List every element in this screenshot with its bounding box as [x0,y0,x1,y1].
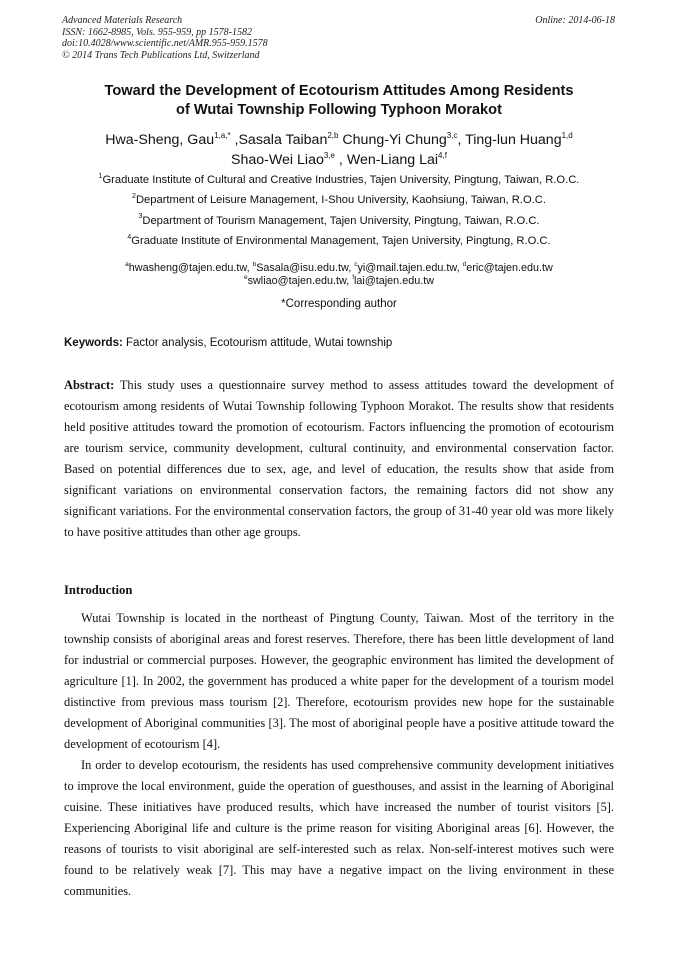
author-name: Hwa-Sheng, Gau [105,132,215,148]
doi-line: doi:10.4028/www.scientific.net/AMR.955-959.1578 [62,38,268,49]
paper-title [40,82,638,120]
affiliation-number: 2 [132,193,136,201]
email-mark: c [354,260,358,268]
affiliation-1 [30,172,648,192]
keywords-label: Keywords: [64,337,123,349]
author-name: Sasala Taiban [238,132,328,148]
copyright-line: © 2014 Trans Tech Publications Ltd, Switzerland [62,49,260,61]
abstract-text: This study uses a questionnaire survey method to assess attitudes toward the development of ecotourism among residents of Wutai Township following Typhoon Morakot. The results show that residents held positive attitudes toward the promotion of ecotourism. Factors influencing the promotion of ecotourism are tourism service, community development, cultural continuity, and environmental conservation factor. Based on potential differences due to sex, age, and level of education, the results show that aside from significant variations on environmental conservation factors, the remaining factors did not show any significant variations. For the environmental conservation factors, the group of 31-40 year old was more likely to have positive attitudes than other age groups. [64,378,614,539]
author-separator: , [457,132,466,148]
introduction-body [64,608,614,902]
email-address[interactable]: Sasala@isu.edu.tw, [256,262,355,274]
email-mark: b [252,260,257,268]
corresponding-author-note: *Corresponding author [281,298,397,310]
affiliation-list [30,172,648,253]
email-address[interactable]: eric@tajen.edu.tw [466,262,553,274]
affiliation-text: Graduate Institute of Cultural and Creative Industries, Tajen University, Pingtung, Taiwan, R.O.C. [102,174,580,186]
email-line-2 [30,275,648,288]
author-list [30,130,648,170]
affiliation-4 [30,233,648,253]
keywords-line [64,336,392,350]
email-list [30,262,648,288]
affiliation-text: Department of Leisure Management, I-Shou University, Kaohsiung, Taiwan, R.O.C. [135,194,546,207]
email-mark: d [462,260,467,268]
author-line-2 [30,150,648,170]
keywords-text: Factor analysis, Ecotourism attitude, Wutai township [122,337,393,349]
abstract-paragraph [64,375,614,543]
author-affiliation-mark: 2,b [327,130,339,140]
author-affiliation-mark: 3,e [323,150,335,160]
email-address[interactable]: yi@mail.tajen.edu.tw, [357,262,463,274]
email-mark: e [243,273,248,281]
email-address[interactable]: swliao@tajen.edu.tw, [247,275,353,287]
section-heading-introduction: Introduction [64,583,133,597]
introduction-paragraph: In order to develop ecotourism, the residents has used comprehensive community development initiatives to improve the local environment, guide the operation of guesthouses, and assist in the learning of Aboriginal cuisine. These initiatives have produced results, which have increased the number of tourist visitors [5]. Experiencing Aboriginal life and culture is the prime reason for visiting Aboriginal areas [6]. However, the reasons of tourists to visit aboriginal are self-interested such as relax. Non-self-interest motives such were found to be relatively weak [7]. This may have a negative impact on the living environment in these communities. [64,758,614,898]
author-name: Ting-lun Huang [465,132,562,148]
author-line-1 [30,130,648,150]
affiliation-number: 1 [98,172,103,180]
author-affiliation-mark: 1,d [561,130,573,140]
title-line-2: of Wutai Township Following Typhoon Morakot [176,102,502,118]
author-name: Chung-Yi Chung [342,132,447,148]
affiliation-2 [30,192,648,212]
author-affiliation-mark: 3,c [446,130,458,140]
email-address[interactable]: lai@tajen.edu.tw [354,275,435,287]
affiliation-number: 3 [138,213,143,221]
introduction-paragraph: Wutai Township is located in the northeast of Pingtung County, Taiwan. Most of the territory in the township consists of aboriginal areas and forest reserves. Therefore, there has been little development of land for industrial or commercial purposes. However, the geographic environment has limited the development of agriculture [1]. In 2002, the government has produced a white paper for the development of a tourism model distinctive from previous mass tourism [2]. Therefore, ecotourism provides new hope for the sustainable development of Aboriginal communities [3]. The most of aboriginal people have a positive attitude toward the development of ecotourism [4]. [64,611,614,751]
title-line-1: Toward the Development of Ecotourism Attitudes Among Residents [104,83,574,99]
abstract-label: Abstract: [64,378,115,392]
author-name: Shao-Wei Liao [231,152,324,168]
email-line-1 [30,262,648,275]
author-name: Wen-Liang Lai [346,152,439,168]
email-mark: a [125,260,129,268]
journal-name: Advanced Materials Research [62,15,183,26]
email-mark: f [352,273,355,281]
affiliation-number: 4 [127,233,132,241]
author-affiliation-mark: 1,a,* [214,130,231,140]
affiliation-text: Graduate Institute of Environmental Management, Tajen University, Pingtung, R.O.C. [131,234,551,247]
online-date: Online: 2014-06-18 [535,15,615,26]
author-separator: , [334,152,347,168]
issn-line: ISSN: 1662-8985, Vols. 955-959, pp 1578-1582 [62,26,252,38]
affiliation-text: Department of Tourism Management, Tajen University, Pingtung, Taiwan, R.O.C. [142,214,540,227]
affiliation-3 [30,213,648,233]
email-address[interactable]: hwasheng@tajen.edu.tw, [128,262,253,274]
journal-header [62,15,268,61]
author-separator: , [230,132,239,148]
author-affiliation-mark: 4,f [438,150,447,160]
